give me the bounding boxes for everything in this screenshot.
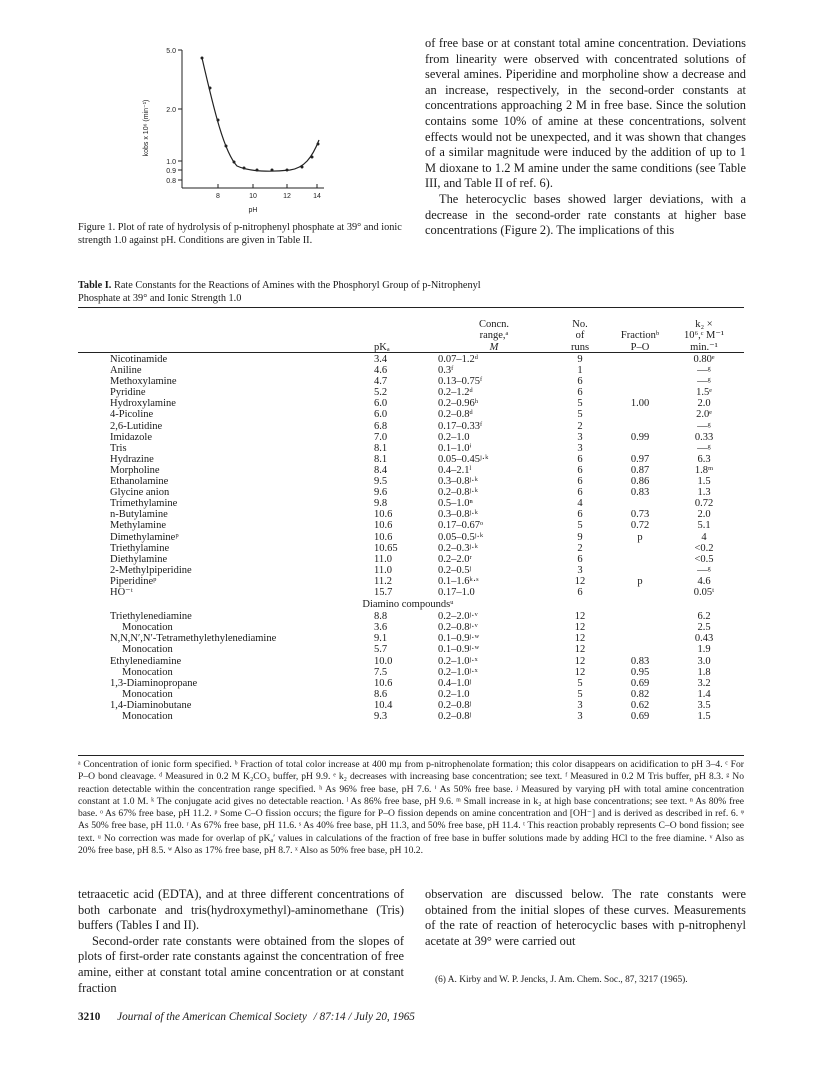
header-conc: Concn.: [478, 318, 510, 330]
cell-compound: n-Butylamine: [110, 509, 168, 521]
cell-runs: 12: [574, 611, 586, 623]
cell-pka: 9.6: [374, 487, 388, 499]
table-row: [78, 576, 738, 587]
cell-concentration: 0.2–0.8ʲ: [438, 699, 472, 711]
cell-pka: 5.7: [374, 644, 388, 656]
cell-runs: 3: [577, 431, 583, 443]
cell-fraction: [610, 565, 670, 576]
table-row: [78, 443, 738, 454]
cell-runs: 6: [577, 387, 583, 399]
cell-fraction: [610, 644, 670, 655]
cell-pka: 10.6: [374, 520, 393, 532]
cell-pka: 9.8: [374, 498, 388, 510]
cell-runs: 6: [577, 586, 583, 598]
table-footnotes: ᵃ Concentration of ionic form specified. ᵇ Fraction of total color increase at 400 mμ from p-nitrophenolate formation; this color disappears on acidification to pH 3–4. ᶜ For P–O bond cleavage. ᵈ Measured in 0.2 M K₂CO₃ buffer, pH 9.9. ᵉ k₂ decreases with increasing base concentration; see text. ᶠ Measured in 0.2 M Tris buffer, pH 8.3. ᵍ No reaction detectable within the concentration range specified. ʰ As 96% free base, pH 7.6. ⁱ As 50% free base. ʲ Measured by varying pH with total amine concentration constant at 1.0 M. ᵏ The conjugate acid gives no detectable reaction. ˡ As 86% free base, pH 9.6. ᵐ Small increase in k₂ at high base concentrations; see text. ⁿ As 80% free base. ᵒ As 67% free base, pH 11.2. ᵖ Some C–O fission occurs; the figure for P–O fission depends on amine concentration and [OH⁻] and is derived as described in ref. 6. ᵠ As 50% free base, pH 11.0. ʳ As 67% free base, pH 11.6. ˢ As 40% free base, pH 11.3, and 50% free base, pH 11.4. ᵗ This reaction probably represents C–O bond fission; see text. ᵘ No correction was made for overlap of pKₐ′ values in calculations of the fraction of free base in buffer solutions made by adding HCl to the free diamine. ᵛ Also as 20% free base, pH 8.5. ʷ Also as 17% free base, pH 8.7. ˣ Also as 50% free base, pH 10.2.: [78, 759, 744, 857]
header-k2: 10⁶,ᶜ M⁻¹: [683, 330, 725, 342]
cell-k2: 3.2: [697, 677, 711, 689]
cell-pka: 10.4: [374, 699, 393, 711]
cell-pka: 10.0: [374, 655, 393, 667]
cell-k2: 6.3: [697, 453, 711, 465]
cell-runs: 3: [577, 442, 583, 454]
cell-concentration: 0.2–0.8ʲ: [438, 711, 472, 722]
cell-pka: 10.6: [374, 509, 393, 521]
cell-runs: 12: [574, 666, 586, 678]
table-row: [78, 398, 738, 409]
cell-pka: 8.8: [374, 611, 388, 623]
x-tick: 14: [313, 193, 321, 200]
bottom-left-column: [78, 887, 404, 996]
table-row: [78, 587, 738, 598]
cell-pka: 9.5: [374, 476, 388, 488]
cell-concentration: 0.17–1.0: [438, 586, 475, 598]
cell-concentration: 0.2–0.3ʲ·ᵏ: [438, 542, 478, 554]
cell-runs: 6: [577, 509, 583, 521]
cell-compound: Monocation: [122, 622, 173, 634]
table-row: [78, 667, 738, 678]
cell-fraction: 1.00: [630, 398, 650, 410]
cell-k2: 0.05ᵗ: [693, 586, 715, 598]
cell-compound: Dimethylamineᵖ: [110, 531, 179, 543]
cell-runs: 12: [574, 622, 586, 634]
cell-fraction: [610, 498, 670, 509]
cell-fraction: 0.83: [630, 487, 650, 499]
cell-runs: 6: [577, 453, 583, 465]
cell-runs: 6: [577, 464, 583, 476]
cell-concentration: 0.3ᶠ: [438, 365, 454, 377]
cell-k2: —ᵍ: [697, 420, 711, 432]
header-runs: of: [575, 330, 585, 342]
cell-pka: 10.65: [374, 542, 398, 554]
table-caption: [78, 280, 508, 305]
cell-compound: Piperidineᵖ: [110, 575, 157, 587]
cell-concentration: 0.05–0.5ʲ·ᵏ: [438, 531, 484, 543]
ph-rate-plot: [132, 40, 332, 220]
cell-fraction: [610, 421, 670, 432]
cell-k2: 0.43: [694, 633, 714, 645]
cell-k2: 3.0: [697, 655, 711, 667]
cell-k2: 1.5: [697, 711, 711, 722]
table-row: [78, 387, 738, 398]
cell-pka: 8.1: [374, 453, 388, 465]
table-row: [78, 476, 738, 487]
cell-runs: 4: [577, 498, 583, 510]
cell-concentration: 0.13–0.75ᶠ: [438, 376, 483, 388]
figure-caption: Figure 1. Plot of rate of hydrolysis of p-nitrophenyl phosphate at 39° and ionic strength 1.0 against pH. Conditions are given in Table II.: [78, 222, 402, 246]
cell-runs: 2: [577, 420, 583, 432]
cell-fraction: 0.86: [630, 476, 650, 488]
cell-concentration: 0.2–0.8ᵈ: [438, 409, 473, 421]
cell-pka: 11.0: [374, 553, 392, 565]
cell-pka: 4.7: [374, 376, 388, 388]
cell-fraction: [610, 354, 670, 365]
cell-pka: 11.2: [374, 575, 392, 587]
y-tick: 0.9: [166, 168, 176, 175]
rate-constants-table: [78, 310, 738, 722]
cell-concentration: 0.07–1.2ᵈ: [438, 354, 479, 365]
cell-k2: —ᵍ: [697, 376, 711, 388]
cell-concentration: 0.1–1.6ᵏ·ˢ: [438, 575, 479, 587]
x-axis-label: pH: [248, 207, 258, 214]
cell-fraction: 0.72: [630, 520, 650, 532]
cell-runs: 6: [577, 553, 583, 565]
cell-fraction: [610, 554, 670, 565]
cell-k2: 4: [701, 531, 707, 543]
reference-6: (6) A. Kirby and W. P. Jencks, J. Am. Chem. Soc., 87, 3217 (1965).: [435, 975, 688, 985]
cell-runs: 5: [577, 688, 583, 700]
table-body-diamino: [78, 611, 738, 722]
header-conc: range,ᵃ: [479, 330, 509, 342]
cell-pka: 6.0: [374, 398, 388, 410]
cell-runs: 5: [577, 398, 583, 410]
cell-runs: 6: [577, 476, 583, 488]
cell-compound: Nicotinamide: [110, 354, 168, 365]
cell-compound: 4-Picoline: [110, 409, 154, 421]
table-row: [78, 700, 738, 711]
table-row: [78, 421, 738, 432]
table-row: [78, 409, 738, 420]
table-row: [78, 711, 738, 722]
header-pka: pKₐ: [374, 341, 390, 353]
table-row: [78, 487, 738, 498]
body-paragraph: The heterocyclic bases showed larger deviations, with a decrease in the second-order rate constants at higher base concentrations (Figure 2). The implications of this: [425, 191, 746, 238]
cell-fraction: 0.97: [630, 453, 650, 465]
header-k2: k₂ ×: [695, 318, 713, 330]
cell-concentration: 0.2–1.2ᵈ: [438, 387, 473, 399]
cell-fraction: [610, 443, 670, 454]
cell-pka: 6.0: [374, 409, 388, 421]
x-tick: 10: [249, 193, 257, 200]
table-row: [78, 365, 738, 376]
table-row: [78, 520, 738, 531]
header-fraction: P–O: [630, 341, 650, 353]
cell-k2: 1.9: [697, 644, 711, 656]
cell-compound: Hydroxylamine: [110, 398, 176, 410]
cell-concentration: 0.4–1.0ʲ: [438, 677, 472, 689]
cell-concentration: 0.2–1.0: [438, 431, 470, 443]
header-rule: [78, 352, 744, 353]
cell-concentration: 0.2–0.5ʲ: [438, 564, 472, 576]
cell-concentration: 0.2–1.0ʲ·ˣ: [438, 666, 478, 678]
cell-compound: Pyridine: [110, 387, 146, 399]
table-row: [78, 509, 738, 520]
table-row: [78, 656, 738, 667]
cell-fraction: 0.69: [630, 711, 650, 722]
table-row: [78, 554, 738, 565]
cell-compound: Trimethylamine: [110, 498, 178, 510]
cell-pka: 6.8: [374, 420, 388, 432]
cell-concentration: 0.1–1.0ⁱ: [438, 442, 472, 454]
header-fraction: Fractionᵇ: [620, 330, 660, 342]
table-top-rule: [78, 307, 744, 308]
cell-fraction: [610, 611, 670, 622]
cell-concentration: 0.4–2.1ˡ: [438, 464, 472, 476]
cell-k2: 1.5ᵉ: [696, 387, 712, 399]
table-row: [78, 622, 738, 633]
cell-concentration: 0.17–0.67ᵒ: [438, 520, 484, 532]
cell-fraction: 0.62: [630, 699, 650, 711]
cell-concentration: 0.2–2.0ʳ: [438, 553, 472, 565]
cell-runs: 5: [577, 409, 583, 421]
cell-runs: 9: [577, 531, 583, 543]
cell-compound: Monocation: [122, 644, 173, 656]
right-column-top: [425, 36, 746, 239]
body-paragraph: of free base or at constant total amine concentration. Deviations from linearity were observed with concentrated solutions of several amines. Piperidine and morpholine show a decrease and an increase, respectively, in the second-order constants at concentrations approaching 2 M in free base. Since the solution contains some 10% of amine at these concentrations, solvent effects would not be unexpected, and it was shown that changes of a similar magnitude were induced by the addition of up to 1 M dioxane to 1.2 M amine under the same conditions (see Table III, and Table II of ref. 6).: [425, 36, 746, 191]
section-heading: Diamino compoundsᵘ: [362, 599, 454, 611]
cell-concentration: 0.2–0.8ʲ·ᵏ: [438, 487, 478, 499]
cell-runs: 1: [577, 365, 583, 377]
y-axis-label: kobs x 10⁶ (min⁻¹): [143, 99, 150, 157]
cell-runs: 5: [577, 677, 583, 689]
table-body: [78, 354, 738, 598]
y-tick: 2.0: [166, 107, 176, 114]
cell-compound: Methoxylamine: [110, 376, 177, 388]
cell-concentration: 0.1–0.9ʲ·ʷ: [438, 644, 480, 656]
page-number: 3210: [78, 1011, 101, 1023]
cell-fraction: 0.95: [630, 666, 650, 678]
cell-fraction: p: [637, 531, 643, 543]
cell-compound: 2,6-Lutidine: [110, 420, 163, 432]
header-runs: No.: [572, 318, 588, 330]
cell-compound: Hydrazine: [110, 453, 154, 465]
cell-runs: 5: [577, 520, 583, 532]
cell-k2: 0.72: [694, 498, 714, 510]
page-footer: [78, 1011, 678, 1023]
table-title: Rate Constants for the Reactions of Amines with the Phosphoryl Group of p-Nitrophenyl Phosphate at 39° and Ionic Strength 1.0: [78, 280, 481, 304]
cell-pka: 3.6: [374, 622, 388, 634]
cell-compound: Imidazole: [110, 431, 152, 443]
table-row: [78, 454, 738, 465]
cell-k2: 6.2: [697, 611, 711, 623]
cell-fraction: [610, 633, 670, 644]
cell-fraction: [610, 365, 670, 376]
cell-fraction: 0.82: [630, 688, 650, 700]
cell-pka: 8.1: [374, 442, 388, 454]
table-row: [78, 611, 738, 622]
cell-pka: 8.4: [374, 464, 388, 476]
cell-pka: 10.6: [374, 677, 393, 689]
header-conc: M: [489, 341, 499, 353]
cell-k2: 4.6: [697, 575, 711, 587]
table-row: [78, 633, 738, 644]
cell-pka: 15.7: [374, 586, 393, 598]
cell-pka: 11.0: [374, 564, 392, 576]
cell-runs: 3: [577, 699, 583, 711]
cell-k2: 1.8: [697, 666, 711, 678]
cell-compound: 1,3-Diaminopropane: [110, 677, 198, 689]
cell-pka: 10.6: [374, 531, 393, 543]
cell-fraction: 0.87: [630, 464, 650, 476]
cell-k2: —ᵍ: [697, 564, 711, 576]
y-tick: 0.8: [166, 178, 176, 185]
x-tick: 8: [216, 193, 220, 200]
cell-k2: 0.33: [694, 431, 714, 443]
body-paragraph: tetraacetic acid (EDTA), and at three different concentrations of both carbonate and tris(hydroxymethyl)-aminomethane (Tris) buffers (Tables I and II).: [78, 887, 404, 933]
table-row: [78, 498, 738, 509]
table-row: [78, 543, 738, 554]
journal-name: Journal of the American Chemical Society: [117, 1011, 307, 1023]
cell-concentration: 0.2–1.0: [438, 688, 470, 700]
table-row: [78, 532, 738, 543]
cell-concentration: 0.3–0.8ʲ·ᵏ: [438, 476, 478, 488]
cell-concentration: 0.2–2.0ʲ·ᵛ: [438, 611, 478, 623]
table-row: [78, 465, 738, 476]
cell-k2: —ᵍ: [697, 365, 711, 377]
bottom-right-column: [425, 887, 746, 949]
table-row: [78, 689, 738, 700]
cell-runs: 6: [577, 376, 583, 388]
cell-k2: 1.5: [697, 476, 711, 488]
cell-compound: Aniline: [110, 365, 142, 377]
cell-compound: HO⁻ᵗ: [110, 586, 133, 598]
cell-compound: 2-Methylpiperidine: [110, 564, 192, 576]
figure-1: [132, 40, 332, 220]
cell-fraction: 0.99: [630, 431, 650, 443]
table-row: [78, 565, 738, 576]
cell-compound: Monocation: [122, 688, 173, 700]
cell-pka: 5.2: [374, 387, 388, 399]
body-paragraph: observation are discussed below. The rate constants were obtained from the initial slopes of these curves. Measurements of the rate of reaction of heterocyclic bases with p-nitrophenyl acetate at 39° were carried out: [425, 887, 746, 948]
y-tick: 1.0: [166, 159, 176, 166]
cell-k2: 2.5: [697, 622, 711, 634]
cell-fraction: [610, 543, 670, 554]
cell-runs: 6: [577, 487, 583, 499]
cell-k2: 3.5: [697, 699, 711, 711]
cell-compound: Glycine anion: [110, 487, 170, 499]
cell-fraction: [610, 587, 670, 598]
cell-pka: 8.6: [374, 688, 388, 700]
cell-fraction: [610, 387, 670, 398]
cell-fraction: 0.83: [630, 655, 650, 667]
journal-issue: / 87:14 / July 20, 1965: [313, 1011, 415, 1023]
x-tick: 12: [283, 193, 291, 200]
cell-pka: 9.3: [374, 711, 388, 722]
cell-k2: 1.4: [697, 688, 711, 700]
cell-k2: —ᵍ: [697, 442, 711, 454]
cell-runs: 2: [577, 542, 583, 554]
body-paragraph: Second-order rate constants were obtained from the slopes of plots of first-order rate constants against the concentration of free amine, either at constant total amine concentration or at constant fraction: [78, 933, 404, 995]
table-row: [78, 376, 738, 387]
cell-k2: 2.0ᵉ: [696, 409, 712, 421]
cell-compound: Monocation: [122, 666, 173, 678]
cell-concentration: 0.1–0.9ʲ·ʷ: [438, 633, 480, 645]
cell-concentration: 0.5–1.0ⁿ: [438, 498, 473, 510]
table-row: [78, 432, 738, 443]
cell-concentration: 0.2–0.96ʰ: [438, 398, 479, 410]
cell-pka: 3.4: [374, 354, 388, 365]
cell-runs: 12: [574, 644, 586, 656]
cell-k2: 2.0: [697, 509, 711, 521]
cell-compound: Ethylenediamine: [110, 655, 182, 667]
header-k2: min.⁻¹: [690, 341, 718, 353]
cell-compound: Ethanolamine: [110, 476, 169, 488]
cell-compound: Triethylenediamine: [110, 611, 192, 623]
cell-concentration: 0.05–0.45ʲ·ᵏ: [438, 453, 489, 465]
cell-compound: N,N,N′,N′-Tetramethylethylenediamine: [110, 633, 277, 645]
cell-k2: 5.1: [697, 520, 711, 532]
cell-runs: 12: [574, 655, 586, 667]
cell-compound: Diethylamine: [110, 553, 168, 565]
cell-concentration: 0.2–1.0ʲ·ˣ: [438, 655, 478, 667]
cell-fraction: [610, 622, 670, 633]
cell-runs: 9: [577, 354, 583, 365]
cell-k2: <0.2: [694, 542, 714, 554]
cell-compound: Methylamine: [110, 520, 166, 532]
cell-compound: Morpholine: [110, 464, 160, 476]
cell-compound: 1,4-Diaminobutane: [110, 699, 192, 711]
cell-k2: 1.3: [697, 487, 711, 499]
cell-runs: 12: [574, 633, 586, 645]
cell-k2: 2.0: [697, 398, 711, 410]
table-bottom-rule: [78, 755, 744, 756]
cell-compound: Tris: [110, 442, 127, 454]
cell-fraction: [610, 376, 670, 387]
table-row: [78, 354, 738, 365]
cell-pka: 4.6: [374, 365, 388, 377]
cell-runs: 3: [577, 711, 583, 722]
cell-pka: 7.5: [374, 666, 388, 678]
cell-fraction: [610, 409, 670, 420]
cell-pka: 9.1: [374, 633, 388, 645]
cell-concentration: 0.17–0.33ᶠ: [438, 420, 483, 432]
cell-k2: 0.80ᵉ: [693, 354, 715, 365]
cell-compound: Monocation: [122, 711, 173, 722]
table-label: Table I.: [78, 280, 112, 291]
header-runs: runs: [570, 341, 590, 353]
table-row: [78, 678, 738, 689]
cell-concentration: 0.3–0.8ʲ·ᵏ: [438, 509, 478, 521]
cell-pka: 7.0: [374, 431, 388, 443]
cell-fraction: 0.73: [630, 509, 650, 521]
cell-concentration: 0.2–0.8ʲ·ᵛ: [438, 622, 478, 634]
cell-fraction: p: [637, 575, 643, 587]
cell-runs: 3: [577, 564, 583, 576]
table-1: [78, 310, 744, 722]
cell-runs: 12: [574, 575, 586, 587]
table-row: [78, 644, 738, 655]
cell-k2: 1.8ᵐ: [694, 464, 714, 476]
cell-k2: <0.5: [694, 553, 714, 565]
y-tick: 5.0: [166, 48, 176, 55]
cell-fraction: 0.69: [630, 677, 650, 689]
cell-compound: Triethylamine: [110, 542, 170, 554]
